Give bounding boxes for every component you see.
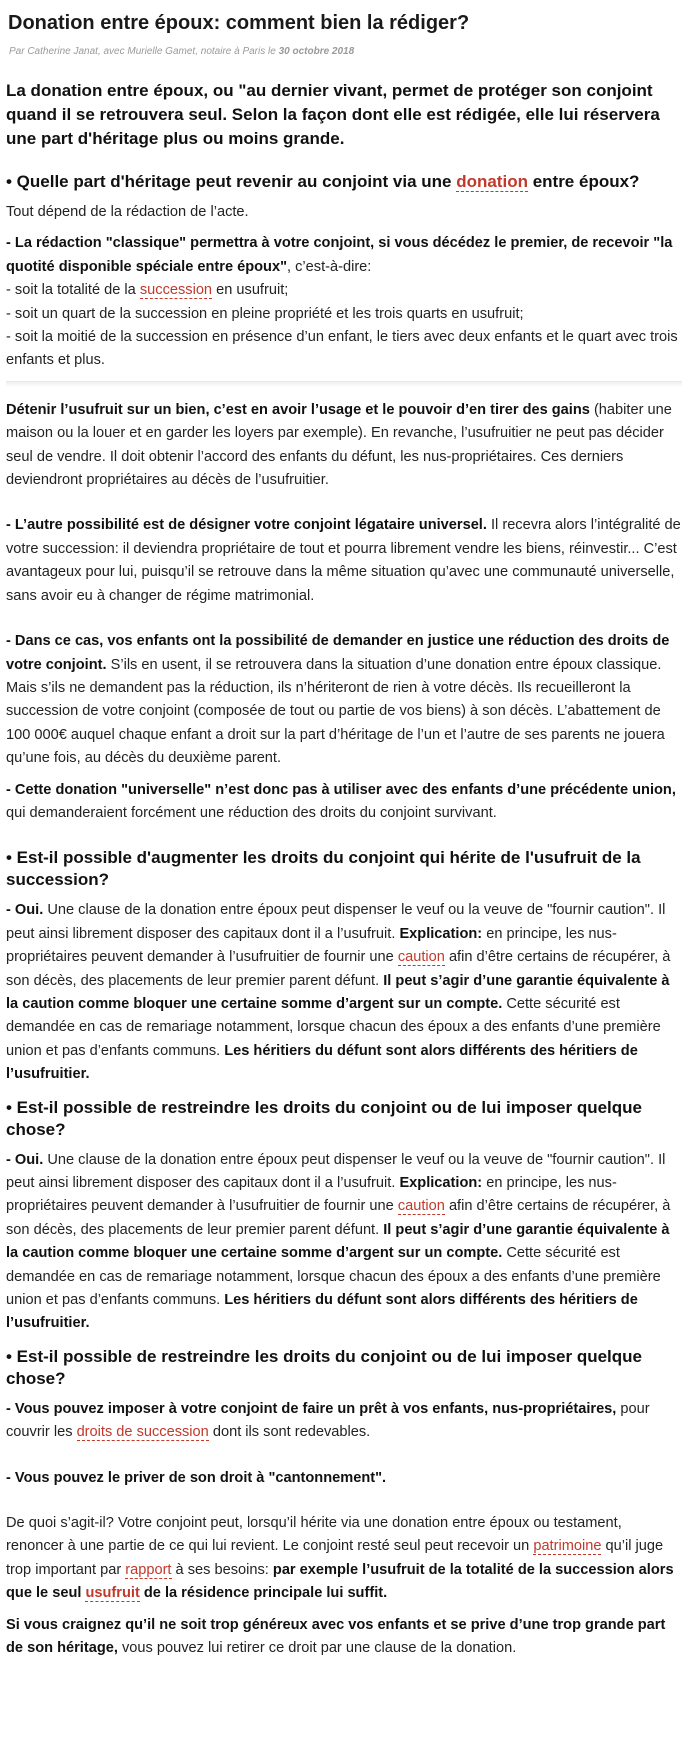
augmenter-paragraph: - Oui. Une clause de la donation entre époux peut dispenser le veuf ou la veuve de "fournir caution". Il peut ainsi librement disposer des capitaux dont il a l’usufruit. Explication: en principe, les nus-propriétaires peuvent demander à l’usufruitier de fournir une caution afin d’être certains de récupérer, à son décès, des placements de leur premier parent défunt. Il peut s’agir d’une garantie équivalente à la caution comme bloquer une certaine somme d’argent sur un compte. Cette sécurité est demandée en cas de remariage notamment, lorsque chacun des époux a des enfants d’une première union et pas d’enfants communs. Les héritiers du défunt sont alors différents des héritiers de l’usufruitier. xyxy=(6,902,671,1083)
intro-paragraph: Tout dépend de la rédaction de l’acte. xyxy=(6,204,249,220)
enfants-paragraph: - Dans ce cas, vos enfants ont la possibilité de demander en justice une réduction des droits de votre conjoint. S’ils en usent, il se retrouvera dans la situation d’une donation entre époux classique. Mais s’ils ne demandent pas la réduction, ils n’hériteront de rien à votre décès. Ils recueilleront la succession de votre conjoint (composée de tout ou partie de vos biens) à son décès. L’abattement de 100 000€ auquel chaque enfant a droit sur la part d’héritage de l’un et l’autre de ses parents ne jouera qu’une fois, au décès du deuxième parent. xyxy=(6,633,670,767)
keyword-link-caution[interactable]: caution xyxy=(397,1198,445,1215)
usufruit-paragraph: Détenir l’usufruit sur un bien, c’est en avoir l’usage et le pouvoir d’en tirer des gains (habiter une maison ou la louer et en garder les loyers par exemple). En revanche, l’usufruitier ne peut pas décider seul de vendre. Il doit obtenir l’accord des enfants du défunt, les nus-propriétaires. Ces derniers deviendront propriétaires au décès de l’usufruitier. xyxy=(6,401,672,489)
final-paragraph: Si vous craignez qu’il ne soit trop généreux avec vos enfants et se prive d’une trop grande part de son héritage, vous pouvez lui retirer ce droit par une clause de la donation. xyxy=(6,1616,666,1657)
section-heading-restreindre-2: • Est-il possible de restreindre les droits du conjoint ou de lui imposer quelque chose? xyxy=(6,1346,642,1388)
section-heading-augmenter: • Est-il possible d'augmenter les droits du conjoint qui hérite de l'usufruit de la succession? xyxy=(6,848,641,890)
section-heading-restreindre: • Est-il possible de restreindre les droits du conjoint ou de lui imposer quelque chose? xyxy=(6,1097,642,1139)
keyword-link-droits-de-succession[interactable]: droits de succession xyxy=(76,1424,209,1441)
keyword-link-caution[interactable]: caution xyxy=(397,949,445,966)
cantonnement-paragraph: - Vous pouvez le priver de son droit à "cantonnement". xyxy=(6,1469,387,1486)
classic-paragraph: - La rédaction "classique" permettra à votre conjoint, si vous décédez le premier, de recevoir "la quotité disponible spéciale entre époux", c’est-à-dire: - soit la totalité de la succession en usufruit; - soit un quart de la succession en pleine propriété et les trois quarts en usufruit; - soit la moitié de la succession en présence d’un enfant, le tiers avec deux enfants et le quart avec trois enfants et plus. xyxy=(6,235,678,369)
keyword-link-donation[interactable]: donation xyxy=(456,172,528,191)
keyword-link-rapport[interactable]: rapport xyxy=(125,1561,172,1578)
section-heading-part-heritage: • Quelle part d'héritage peut revenir au conjoint via une donation entre époux? xyxy=(6,172,640,191)
section-divider xyxy=(6,381,682,387)
cantonnement-explanation: De quoi s’agit-il? Votre conjoint peut, lorsqu’il hérite via une donation entre époux ou testament, renoncer à une partie de ce qui lui revient. Le conjoint resté seul peut recevoir un patrimoine qu’il juge trop important par rapport à ses besoins: par exemple l’usufruit de la totalité de la succession alors que le seul usufruit de la résidence principale lui suffit. xyxy=(6,1515,674,1602)
lead-paragraph: La donation entre époux, ou "au dernier vivant, permet de protéger son conjoint quand il se retrouvera seul. Selon la façon dont elle est rédigée, elle lui réservera une part d'héritage plus ou moins grande. xyxy=(6,81,660,148)
keyword-link-succession[interactable]: succession xyxy=(139,282,213,299)
byline xyxy=(9,46,682,57)
byline-date: 30 octobre 2018 xyxy=(278,46,355,57)
legataire-paragraph: - L’autre possibilité est de désigner votre conjoint légataire universel. Il recevra alors l’intégralité de votre succession: il deviendra propriétaire de tout et pourra librement vendre les biens, réinvestir... C’est avantageux pour lui, puisqu’il se retrouve dans la même situation qu’avec une communauté universelle, sans avoir eu à changer de régime matrimonial. xyxy=(6,517,681,604)
universelle-paragraph: - Cette donation "universelle" n’est donc pas à utiliser avec des enfants d’une précédente union, qui demanderaient forcément une réduction des droits du conjoint survivant. xyxy=(6,781,676,821)
keyword-link-usufruit[interactable]: usufruit xyxy=(85,1585,140,1602)
page-title: Donation entre époux: comment bien la rédiger? xyxy=(8,12,470,34)
restreindre-paragraph: - Oui. Une clause de la donation entre époux peut dispenser le veuf ou la veuve de "fournir caution". Il peut ainsi librement disposer des capitaux dont il a l’usufruit. Explication: en principe, les nus-propriétaires peuvent demander à l’usufruitier de fournir une caution afin d’être certains de récupérer, à son décès, des placements de leur premier parent défunt. Il peut s’agir d’une garantie équivalente à la caution comme bloquer une certaine somme d’argent sur un compte. Cette sécurité est demandée en cas de remariage notamment, lorsque chacun des époux a des enfants d’une première union et pas d’enfants communs. Les héritiers du défunt sont alors différents des héritiers de l’usufruitier. xyxy=(6,1151,671,1332)
keyword-link-patrimoine[interactable]: patrimoine xyxy=(533,1538,602,1555)
byline-author: Par Catherine Janat, avec Murielle Gamet, notaire à Paris le xyxy=(9,46,279,57)
pret-paragraph: - Vous pouvez imposer à votre conjoint de faire un prêt à vos enfants, nus-propriétaires, pour couvrir les droits de succession dont ils sont redevables. xyxy=(6,1400,650,1441)
